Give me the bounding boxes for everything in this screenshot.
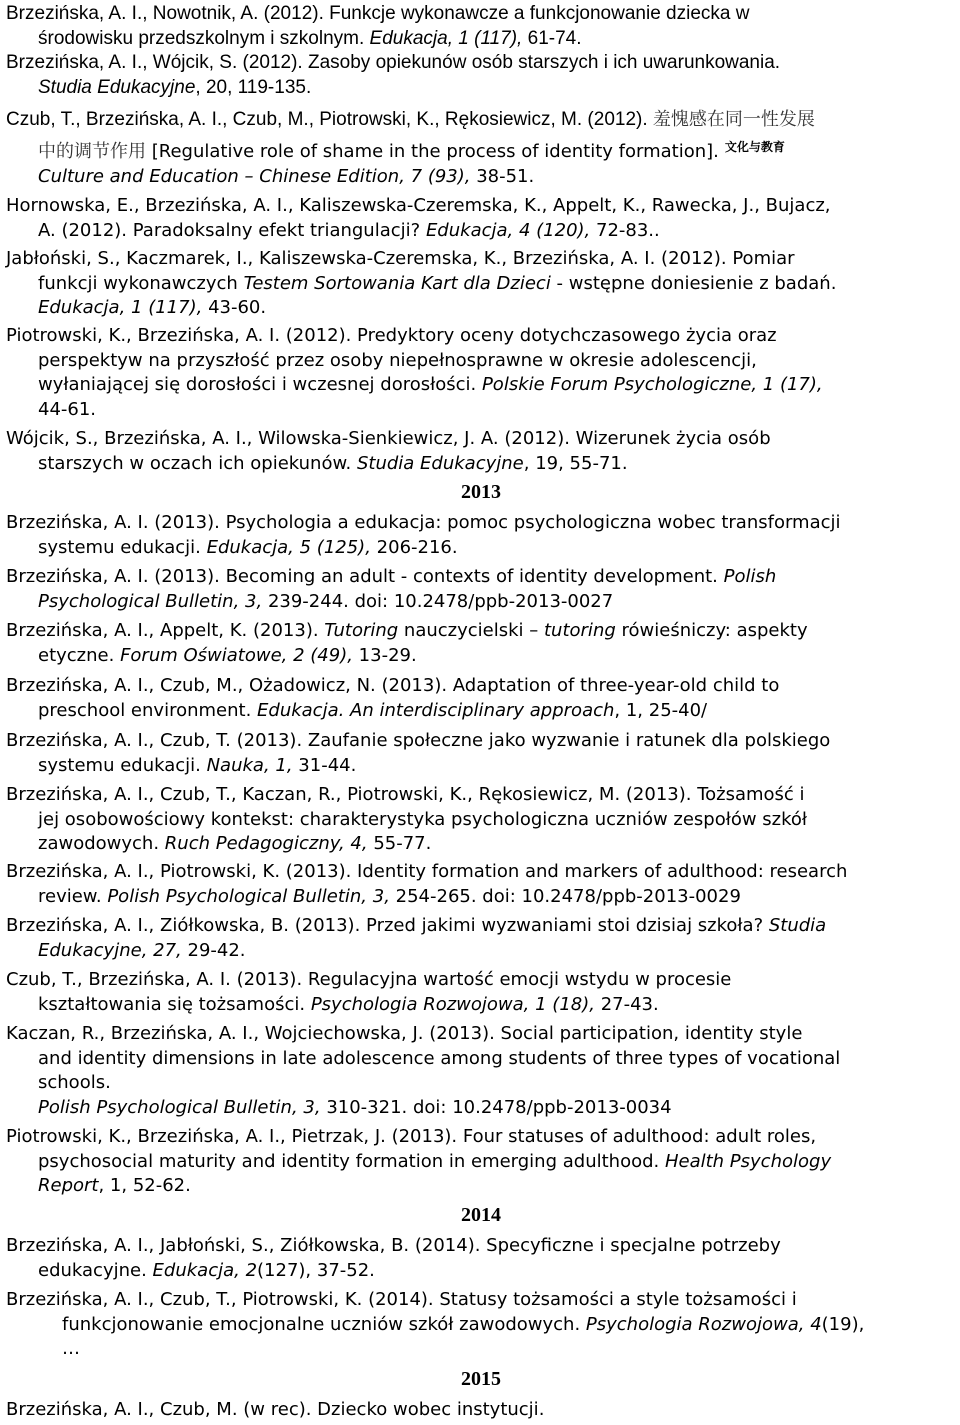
ref-line: … [62,1338,80,1359]
ref-line: 44-61. [38,398,97,420]
reference-entry [6,619,956,668]
ref-line: Brzezińska, A. I., Piotrowski, K. (2013). Identity formation and markers of adulthood: research [6,861,848,882]
ref-line: review. Polish Psychological Bulletin, 3, 254-265. doi: 10.2478/ppb-2013-0029 [38,885,741,907]
reference-entry [6,729,956,778]
ref-line: etyczne. Forum Oświatowe, 2 (49), 13-29. [38,644,417,666]
ref-line: edukacyjne. Edukacja, 2(127), 37-52. [38,1259,375,1281]
reference-entry [6,1398,956,1423]
ref-line: środowisku przedszkolnym i szkolnym. Edukacja, 1 (117), 61-74. [38,27,582,49]
ref-line: funkcji wykonawczych Testem Sortowania Kart dla Dzieci - wstępne doniesienie z badań. [38,272,837,294]
ref-line: Brzezińska, A. I., Nowotnik, A. (2012). Funkcje wykonawcze a funkcjonowanie dziecka w [6,3,750,24]
ref-line: Polish Psychological Bulletin, 3, 310-321. doi: 10.2478/ppb-2013-0034 [38,1096,672,1118]
ref-line: Report, 1, 52-62. [38,1175,191,1196]
ref-line: systemu edukacji. Nauka, 1, 31-44. [38,754,357,776]
reference-entry-cont [6,135,956,189]
ref-line: systemu edukacji. Edukacja, 5 (125), 206-216. [38,536,458,558]
ref-line: Brzezińska, A. I., Czub, M., Ożadowicz, N. (2013). Adaptation of three-year-old child to [6,675,780,696]
ref-line: psychosocial maturity and identity formation in emerging adulthood. Health Psychology [38,1150,832,1172]
ref-line: Kaczan, R., Brzezińska, A. I., Wojciechowska, J. (2013). Social participation, identity style [6,1023,803,1044]
year-heading: 2015 [461,1368,501,1390]
ref-line: Brzezińska, A. I., Wójcik, S. (2012). Zasoby opiekunów osób starszych i ich uwarunkowania. [6,52,781,73]
reference-entry [6,783,956,857]
ref-line: jej osobowościowy kontekst: charakterystyka psychologiczna uczniów zespołów szkół [38,808,808,830]
ref-line: Brzezińska, A. I. (2013). Becoming an adult - contexts of identity development. Polish [6,566,777,587]
reference-entry [6,247,956,321]
reference-entry [6,1125,956,1199]
ref-line: 中的调节作用 [Regulative role of shame in the process of identity formation]. $^{文化与教育}$ [38,140,785,162]
reference-entry [6,1234,956,1283]
reference-entry [6,565,956,614]
reference-entry [6,914,956,963]
ref-line: Culture and Education – Chinese Edition, 7 (93), 38-51. [38,165,535,187]
reference-entry [6,2,956,51]
ref-line: Brzezińska, A. I., Ziółkowska, B. (2013). Przed jakimi wyzwaniami stoi dzisiaj szkoła? Studia [6,915,827,936]
ref-line: Edukacja, 1 (117), 43-60. [38,297,267,318]
ref-line: Jabłoński, S., Kaczmarek, I., Kaliszewska-Czeremska, K., Brzezińska, A. I. (2012). Pomiar [6,248,795,269]
ref-line: Piotrowski, K., Brzezińska, A. I., Pietrzak, J. (2013). Four statuses of adulthood: adult roles, [6,1126,817,1147]
ref-line: and identity dimensions in late adolescence among students of three types of vocational [38,1047,841,1069]
ref-line: wyłaniającej się dorosłości i wczesnej dorosłości. Polskie Forum Psychologiczne, 1 (17), [38,374,823,395]
reference-entry [6,860,956,909]
ref-line: Czub, T., Brzezińska, A. I., Czub, M., Piotrowski, K., Rękosiewicz, M. (2012). 羞愧感在同一性发展 [6,109,815,130]
reference-entry [6,324,956,422]
ref-line: perspektyw na przyszłość przez osoby niepełnosprawne w okresie adolescencji, [38,349,757,371]
reference-entry [6,674,956,723]
ref-line: Brzezińska, A. I., Czub, M. (w rec). Dziecko wobec instytucji. [6,1399,545,1420]
ref-line: Piotrowski, K., Brzezińska, A. I. (2012). Predyktory oceny dotychczasowego życia oraz [6,325,777,346]
ref-line: Wójcik, S., Brzezińska, A. I., Wilowska-Sienkiewicz, J. A. (2012). Wizerunek życia osób [6,428,771,449]
ref-line: funkcjonowanie emocjonalne uczniów szkół zawodowych. Psychologia Rozwojowa, 4(19), [62,1313,865,1335]
ref-line: Brzezińska, A. I. (2013). Psychologia a edukacja: pomoc psychologiczna wobec transformacji [6,512,841,533]
ref-line: kształtowania się tożsamości. Psychologia Rozwojowa, 1 (18), 27-43. [38,993,659,1015]
ref-line: Brzezińska, A. I., Appelt, K. (2013). Tutoring nauczycielski – tutoring rówieśniczy: aspekty [6,620,808,641]
year-heading: 2013 [461,481,501,503]
ref-line: schools. [38,1072,111,1093]
ref-line: starszych w oczach ich opiekunów. Studia Edukacyjne, 19, 55-71. [38,452,628,474]
ref-line: Psychological Bulletin, 3, 239-244. doi: 10.2478/ppb-2013-0027 [38,590,614,612]
reference-entry [6,511,956,560]
ref-line: Brzezińska, A. I., Czub, T. (2013). Zaufanie społeczne jako wyzwanie i ratunek dla polskiego [6,730,831,751]
reference-entry [6,1022,956,1120]
ref-line: Brzezińska, A. I., Jabłoński, S., Ziółkowska, B. (2014). Specyficzne i specjalne potrzeby [6,1235,781,1256]
reference-entry [6,1288,956,1362]
year-heading: 2014 [461,1204,501,1226]
ref-line: Studia Edukacyjne, 20, 119-135. [38,76,312,98]
reference-entry [6,194,956,243]
ref-line: A. (2012). Paradoksalny efekt triangulacji? Edukacja, 4 (120), 72-83.. [38,219,660,241]
ref-line: Brzezińska, A. I., Czub, T., Kaczan, R., Piotrowski, K., Rękosiewicz, M. (2013). Tożsamość i [6,784,805,805]
reference-entry [6,108,956,133]
ref-line: Czub, T., Brzezińska, A. I. (2013). Regulacyjna wartość emocji wstydu w procesie [6,969,732,990]
ref-line: Brzezińska, A. I., Czub, T., Piotrowski, K. (2014). Statusy tożsamości a style tożsamości i [6,1289,797,1310]
ref-line: zawodowych. Ruch Pedagogiczny, 4, 55-77. [38,833,432,854]
reference-entry [6,968,956,1017]
ref-line: Hornowska, E., Brzezińska, A. I., Kaliszewska-Czeremska, K., Appelt, K., Rawecka, J., Bujacz, [6,195,831,216]
ref-line: Edukacyjne, 27, 29-42. [38,939,246,961]
reference-entry [6,427,956,476]
reference-entry [6,51,956,100]
ref-line: preschool environment. Edukacja. An interdisciplinary approach, 1, 25-40/ [38,699,708,721]
